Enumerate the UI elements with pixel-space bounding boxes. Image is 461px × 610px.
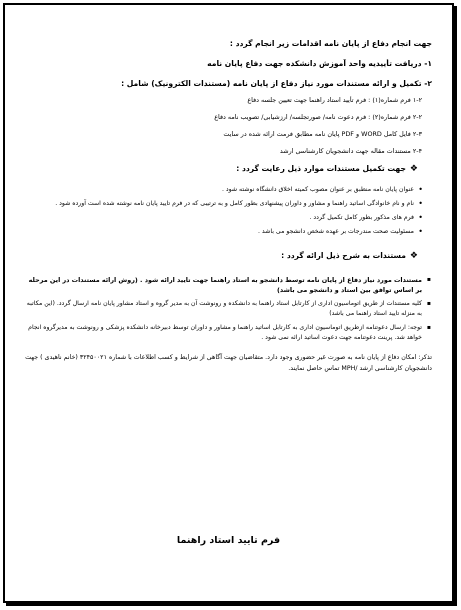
section-a-list	[23, 184, 432, 237]
list-item: • فرم های مذکور بطور کامل تکمیل گردد .	[23, 212, 414, 223]
diamond-bullet-icon: ❖	[409, 251, 418, 261]
section-b-title: مستندات به شرح ذیل ارائه گردد :	[281, 251, 406, 260]
list-item: ▪ توجه: ارسال دعوتنامه ازطریق اتوماسیون اداری به کارتابل اساتید راهنما و مشاور و داوران توسط دبیرخانه دانشکده پزشکی و رونوشت به مدیرگروه انجام خواهد شد. پرینت دعوتنامه جهت دعوت اساتید ارائه نمی شود .	[23, 323, 422, 343]
step-2: ۲- تکمیل و ارائه مستندات مورد نیاز دفاع از پایان نامه (مستندات الکترونیک) شامل :	[121, 79, 432, 88]
list-item: ▪ کلیه مستندات از طریق اتوماسیون اداری از کارتابل استاد راهنما به دانشکده و رونوشت آن به مدیر گروه و استاد مشاور پایان نامه ارسال گردد. (این مکاتبه به منزله تایید استاد راهنما می باشد)	[23, 299, 422, 319]
list-item: ▪ مستندات مورد نیاز دفاع از پایان نامه توسط دانشجو به استاد راهنما جهت تایید ارائه شود . (روش ارائه مستندات در این مرحله بر اساس توافق بین استاد و دانشجو می باشد)	[23, 275, 422, 295]
document-content	[23, 39, 432, 380]
section-b-list	[23, 275, 432, 343]
footer-title: فرم تایید استاد راهنما	[176, 535, 281, 546]
sub-item-3: ۲-۳ فایل کامل WORD و PDF پایان نامه مطابق فرمت ارائه شده در سایت	[223, 130, 422, 138]
document-page	[3, 3, 454, 603]
diamond-bullet-icon: ❖	[409, 164, 418, 174]
list-item: • نام و نام خانوادگی اساتید راهنما و مشاور و داوران پیشنهادی بطور کامل و به ترتیبی که در فرم تایید پایان نامه نوشته شده است آورده شود .	[23, 198, 414, 209]
sub-item-1: ۱-۲ فرم شماره(۱) : فرم تأیید استاد راهنما جهت تعیین جلسه دفاع	[247, 96, 422, 104]
intro-heading: جهت انجام دفاع از پایان نامه اقدامات زیر انجام گردد :	[229, 39, 432, 48]
section-a-title: جهت تکمیل مستندات موارد ذیل رعایت گردد :	[236, 164, 406, 173]
sub-item-2: ۲-۲ فرم شماره(۲) : فرم دعوت نامه/ صورتجلسه/ ارزشیابی/ تصویب نامه دفاع	[214, 113, 422, 121]
section-a-heading	[23, 164, 418, 174]
list-item: • مسئولیت صحت مندرجات بر عهده شخص دانشجو می باشد .	[23, 226, 414, 237]
section-b-heading	[23, 251, 418, 261]
step-1: ۱- دریافت تأییدیه واحد آموزش دانشکده جهت دفاع پایان نامه	[207, 59, 432, 68]
note-paragraph: تذکر: امکان دفاع از پایان نامه به صورت غیر حضوری وجود دارد. متقاضیان جهت آگاهی از شرایط و کسب اطلاعات با شماره ۳۲۴۵۰۰۲۱ (خانم ناهیدی ) جهت دانشجویان کارشناسی ارشد /MPH تماس حاصل نمایند.	[25, 354, 432, 372]
list-item: • عنوان پایان نامه منطبق بر عنوان مصوب کمیته اخلاق دانشگاه نوشته شود .	[23, 184, 414, 195]
sub-item-4: ۲-۴ مستندات مقاله جهت دانشجویان کارشناسی ارشد	[279, 147, 422, 155]
